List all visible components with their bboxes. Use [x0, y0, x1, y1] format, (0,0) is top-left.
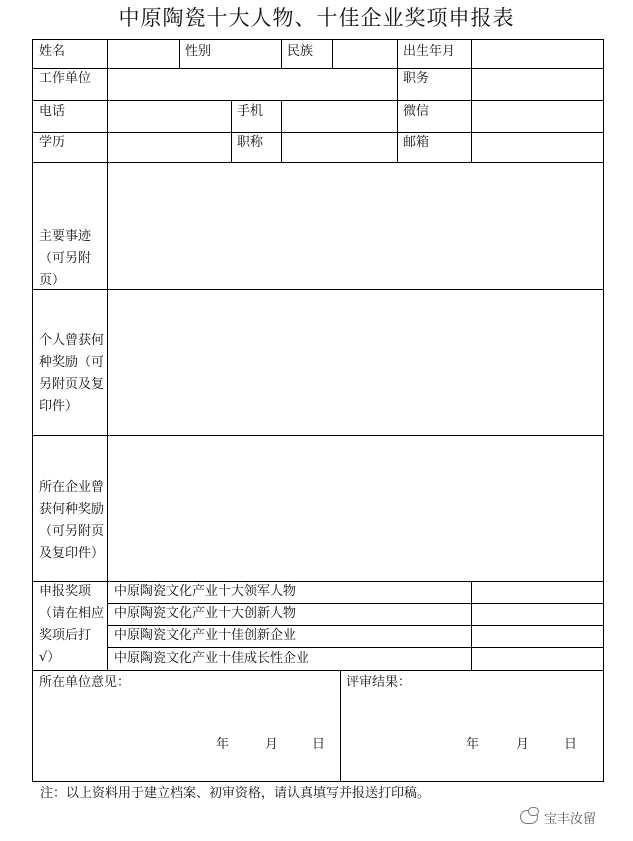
row-divider: [33, 100, 603, 101]
review-result-label: 评审结果：: [346, 675, 412, 690]
education-label: 学历: [39, 135, 66, 150]
review-month-label: 月: [516, 737, 530, 752]
row-divider: [107, 603, 603, 604]
award-option: 中原陶瓷文化产业十大领军人物: [114, 584, 297, 599]
wechat-icon: [520, 810, 538, 824]
gender-label: 性别: [185, 44, 212, 59]
wechat-label: 微信: [403, 104, 430, 119]
company-awards-label: 所在企业曾获何种奖励（可另附页及复印件）: [39, 480, 105, 561]
award-option: 中原陶瓷文化产业十大创新人物: [114, 606, 297, 621]
name-label: 姓名: [39, 44, 66, 59]
main-deeds-label: 主要事迹（可另附页）: [39, 229, 92, 288]
col-divider: [281, 40, 282, 68]
ethnicity-label: 民族: [287, 44, 314, 59]
col-divider: [397, 40, 398, 162]
unit-month-label: 月: [265, 737, 279, 752]
footnote: 注：以上资料用于建立档案、初审资格，请认真填写并报送打印稿。: [40, 786, 431, 801]
phone-label: 电话: [39, 104, 66, 119]
award-option: 中原陶瓷文化产业十佳创新企业: [114, 628, 297, 643]
row-divider: [33, 670, 603, 671]
row-divider: [107, 647, 603, 648]
col-divider: [231, 100, 232, 162]
form-title: 中原陶瓷十大人物、十佳企业奖项申报表: [118, 6, 515, 30]
row-divider: [33, 132, 603, 133]
award-option: 中原陶瓷文化产业十佳成长性企业: [114, 651, 310, 666]
employer-label: 工作单位: [39, 71, 92, 86]
watermark: [520, 808, 596, 827]
col-divider: [340, 670, 341, 781]
email-label: 邮箱: [403, 135, 430, 150]
col-divider: [107, 40, 108, 670]
review-year-label: 年: [466, 737, 480, 752]
row-divider: [33, 289, 603, 290]
row-divider: [33, 435, 603, 436]
watermark-text: 宝丰汝留: [544, 812, 597, 827]
application-form: [32, 39, 604, 782]
col-divider: [281, 100, 282, 162]
col-divider: [471, 40, 472, 162]
col-divider: [471, 581, 472, 670]
col-divider: [332, 40, 333, 68]
position-label: 职务: [403, 71, 430, 86]
unit-opinion-label: 所在单位意见：: [39, 675, 131, 690]
professional-title-label: 职称: [237, 135, 264, 150]
mobile-label: 手机: [237, 104, 264, 119]
row-divider: [107, 625, 603, 626]
unit-year-label: 年: [216, 737, 230, 752]
unit-day-label: 日: [312, 737, 326, 752]
row-divider: [33, 581, 603, 582]
award-application-label: 申报奖项（请在相应奖项后打√）: [39, 584, 105, 665]
personal-awards-label: 个人曾获何种奖励（可另附页及复印件）: [39, 333, 105, 414]
review-day-label: 日: [564, 737, 578, 752]
row-divider: [33, 162, 603, 163]
birth-date-label: 出生年月: [403, 44, 456, 59]
col-divider: [179, 40, 180, 68]
row-divider: [33, 68, 603, 69]
